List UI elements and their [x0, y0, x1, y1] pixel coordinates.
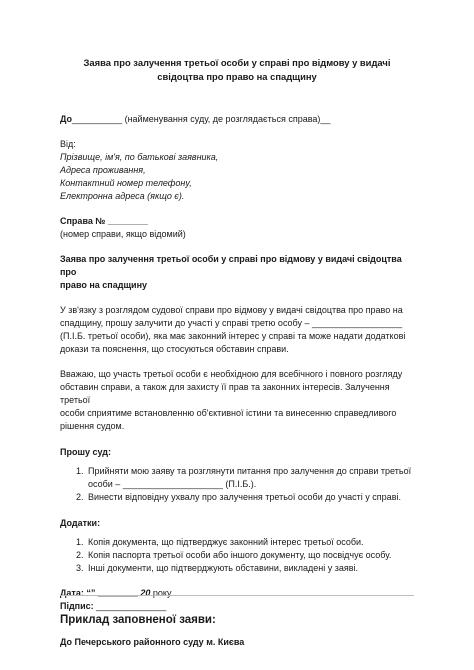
signature-blank: ______________	[93, 601, 167, 611]
document-page	[0, 56, 474, 670]
request-item-line: 2. Винести відповідну ухвалу про залучення третьої особи до участі у справі.	[88, 492, 401, 502]
request-item-line: особи – ____________________ (П.І.Б.).	[88, 479, 257, 489]
request-list	[60, 465, 414, 504]
sender-line-name: Прізвище, ім'я, по батькові заявника,	[60, 152, 219, 162]
date-line	[60, 587, 414, 600]
addressee-label: До	[60, 114, 73, 124]
attachment-item: 1. Копія документа, що підтверджує законний інтерес третьої особи.	[86, 536, 414, 549]
year-number: 20	[140, 588, 151, 598]
paragraph-request-join	[60, 304, 414, 356]
sender-line-address: Адреса проживання,	[60, 165, 146, 175]
request-item	[86, 491, 414, 504]
signature-label: Підпис:	[60, 601, 94, 611]
paragraph-line: (П.І.Б. третьої особи), яка має законний інтерес у справі та може надати додаткові	[60, 331, 406, 341]
case-number-label: Справа № ________	[60, 216, 148, 226]
attachment-item: 3. Інші документи, що підтверджують обставини, викладені у заяві.	[86, 562, 414, 575]
example-court-line: До Печерського районного суду м. Києва	[60, 637, 245, 647]
case-block	[60, 215, 414, 241]
signature-line	[60, 600, 414, 613]
request-item-line: 1. Прийняти мою заяву та розглянути питання про залучення до справи третьої	[88, 466, 412, 476]
date-label: Дата: “”	[60, 588, 96, 598]
subject-line-1: Заява про залучення третьої особи у справі про відмову у видачі свідоцтва про	[60, 254, 402, 277]
example-heading: Приклад заповненої заяви:	[60, 614, 216, 626]
attachment-item: 2. Копія паспорта третьої особи або іншого документу, що посвідчує особу.	[86, 549, 414, 562]
case-number-note: (номер справи, якщо відомий)	[60, 229, 186, 239]
paragraph-line: У зв'язку з розглядом судової справи про відмову у видачі свідоцтва про право на	[60, 305, 403, 315]
attachments-list	[60, 536, 414, 575]
paragraph-line: спадщину, прошу залучити до участі у справі третю особу – __________________	[60, 318, 403, 328]
addressee-blank: __________ (найменування суду, де розглядається справа)__	[72, 114, 331, 124]
document-title-line-1: Заява про залучення третьої особи у справі про відмову у видачі	[83, 57, 391, 68]
attachments-heading: Додатки:	[60, 518, 101, 528]
paragraph-justification	[60, 368, 414, 433]
request-heading: Прошу суд:	[60, 447, 111, 457]
year-word: року	[150, 588, 172, 598]
section-divider	[60, 595, 414, 596]
paragraph-line: особи сприятиме встановленню об'єктивної істини та винесенню справедливого	[60, 408, 397, 418]
document-title	[60, 56, 414, 84]
paragraph-line: рішення судом.	[60, 421, 125, 431]
subject-line-2: право на спадщину	[60, 280, 148, 290]
date-blank: ________	[97, 588, 138, 598]
sender-line-email: Електронна адреса (якщо є).	[60, 191, 185, 201]
document-title-line-2: свідоцтва про право на спадщину	[157, 71, 317, 82]
sender-label: Від:	[60, 139, 76, 149]
addressee-line	[60, 113, 414, 126]
sender-line-phone: Контактний номер телефону,	[60, 178, 192, 188]
request-item	[86, 465, 414, 491]
paragraph-line: обставин справи, а також для захисту її прав та законних інтересів. Залучення третьої	[60, 382, 390, 405]
paragraph-line: докази та пояснення, що стосуються обставин справи.	[60, 344, 289, 354]
subject-heading	[60, 253, 414, 292]
sender-block	[60, 138, 414, 203]
paragraph-line: Вважаю, що участь третьої особи є необхідною для всебічного і повного розгляду	[60, 369, 403, 379]
